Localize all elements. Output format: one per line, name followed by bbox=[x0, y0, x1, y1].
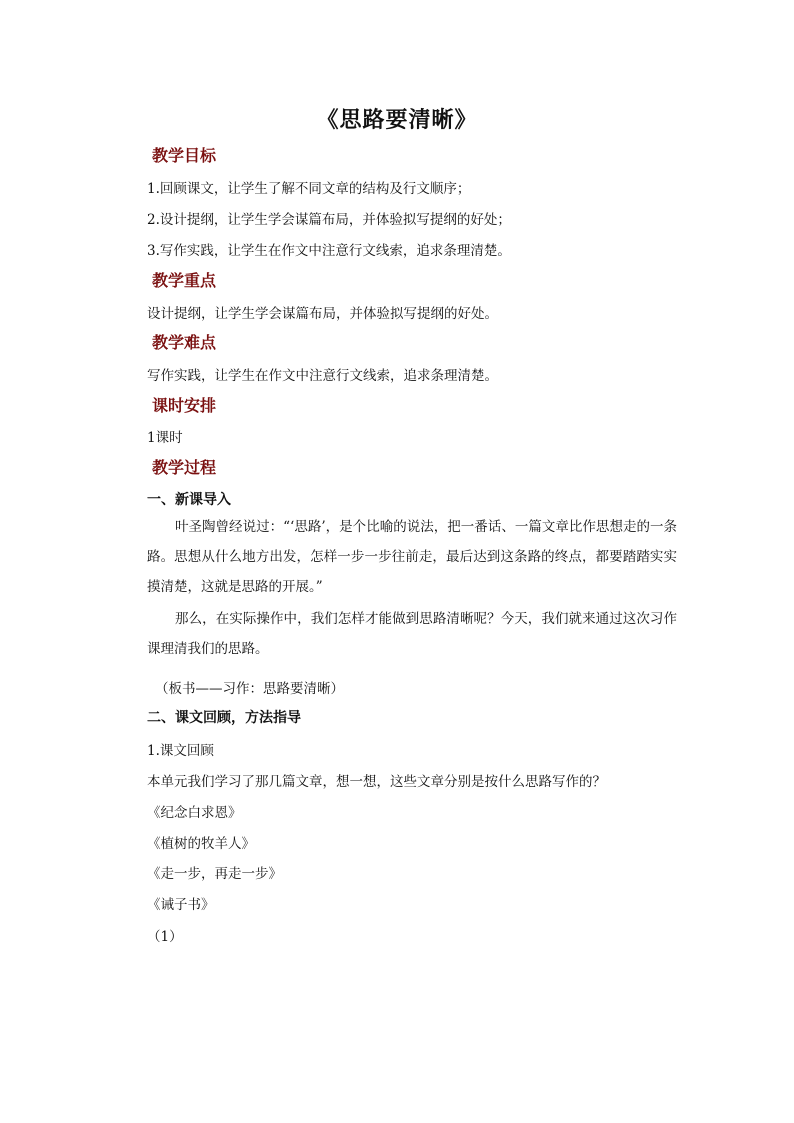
part2-heading: 二、课文回顾，方法指导 bbox=[147, 710, 301, 726]
focus-text: 设计提纲，让学生学会谋篇布局，并体验拟写提纲的好处。 bbox=[147, 306, 498, 322]
heading-teaching-goals: 教学目标 bbox=[152, 146, 217, 165]
text-title-4: 《诫子书》 bbox=[147, 897, 215, 913]
list-item-marker: （1） bbox=[147, 929, 183, 945]
text-title-2: 《植树的牧羊人》 bbox=[147, 836, 255, 852]
part2-sub-heading: 1.课文回顾 bbox=[147, 743, 214, 759]
heading-teaching-difficulty: 教学难点 bbox=[152, 333, 217, 352]
text-title-1: 《纪念白求恩》 bbox=[147, 805, 242, 821]
schedule-text: 1课时 bbox=[147, 430, 183, 446]
heading-teaching-focus: 教学重点 bbox=[152, 271, 217, 290]
heading-teaching-process: 教学过程 bbox=[152, 458, 217, 477]
part2-question: 本单元我们学习了那几篇文章，想一想，这些文章分别是按什么思路写作的？ bbox=[147, 774, 606, 790]
text-title-3: 《走一步，再走一步》 bbox=[147, 866, 282, 882]
goal-item-2: 2.设计提纲，让学生学会谋篇布局，并体验拟写提纲的好处； bbox=[147, 212, 511, 228]
goal-item-1: 1.回顾课文，让学生了解不同文章的结构及行文顺序； bbox=[147, 181, 471, 197]
part1-paragraph-2: 那么，在实际操作中，我们怎样才能做到思路清晰呢？今天，我们就来通过这次习作课理清我们的思路。 bbox=[147, 611, 677, 657]
heading-schedule: 课时安排 bbox=[152, 396, 217, 415]
part1-paragraph-1: 叶圣陶曾经说过：“‘思路’，是个比喻的说法，把一番话、一篇文章比作思想走的一条路。思想从什么地方出发，怎样一步一步往前走，最后达到这条路的终点，都要踏踏实实摸清楚，这就是思路的开展。” bbox=[147, 519, 677, 595]
board-note: （板书——习作：思路要清晰） bbox=[155, 681, 344, 697]
part1-heading: 一、新课导入 bbox=[147, 492, 231, 508]
document-title: 《思路要清晰》 bbox=[316, 107, 478, 133]
goal-item-3: 3.写作实践，让学生在作文中注意行文线索，追求条理清楚。 bbox=[147, 243, 511, 259]
difficulty-text: 写作实践，让学生在作文中注意行文线索，追求条理清楚。 bbox=[147, 368, 498, 384]
